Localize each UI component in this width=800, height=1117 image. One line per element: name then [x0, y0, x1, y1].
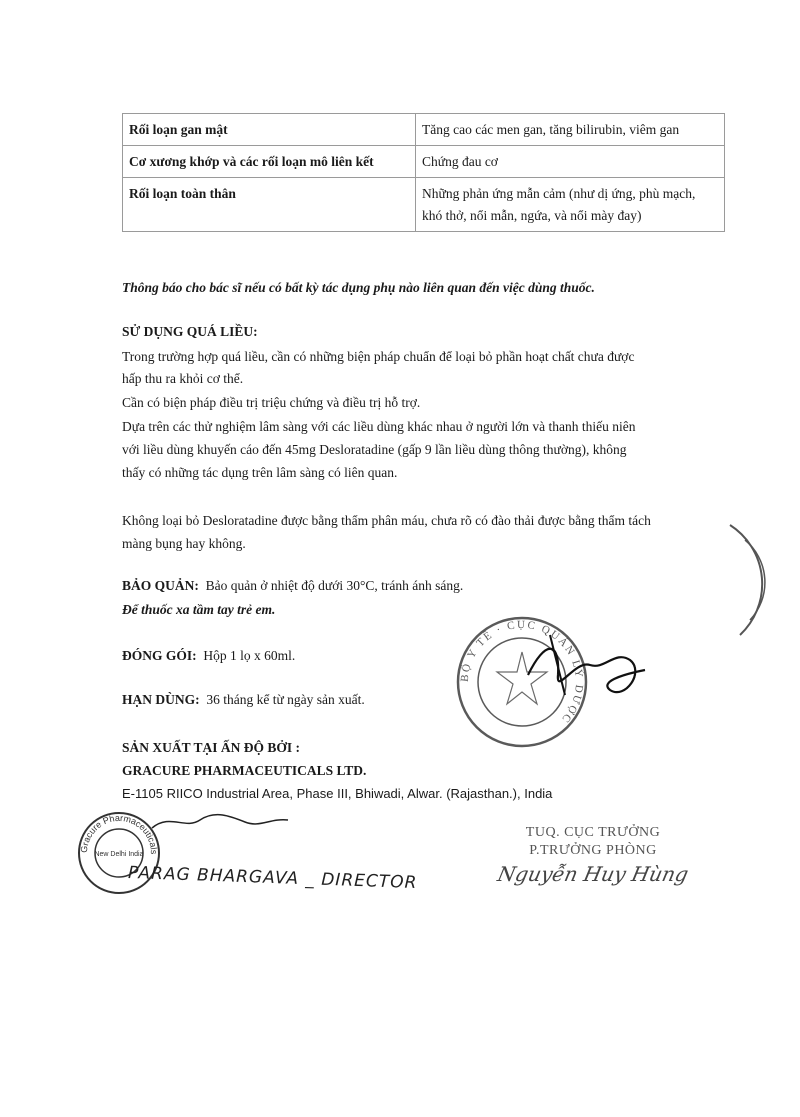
- company-stamp-inner-text: New Delhi India: [94, 851, 144, 858]
- packaging-section: [122, 648, 295, 664]
- overdose-text-line: thấy có những tác dụng trên lâm sàng có liên quan.: [122, 465, 398, 480]
- overdose-text-line: Trong trường hợp quá liều, cần có những biện pháp chuẩn để loại bỏ phần hoạt chất chưa được: [122, 349, 635, 364]
- table-cell-label: Rối loạn gan mật: [123, 114, 416, 146]
- table-cell-value: Tăng cao các men gan, tăng bilirubin, viêm gan: [416, 114, 725, 146]
- overdose-text-line: hấp thu ra khỏi cơ thể.: [122, 371, 244, 386]
- packaging-text: Hộp 1 lọ x 60ml.: [203, 648, 296, 663]
- packaging-label: ĐÓNG GÓI:: [122, 648, 197, 663]
- manufacturer-address: E-1105 RIICO Industrial Area, Phase III, Bhiwadi, Alwar. (Rajasthan.), India: [122, 786, 553, 801]
- table-cell-value: Chứng đau cơ: [416, 146, 725, 178]
- signer-title-1: TUQ. CỤC TRƯỞNG: [525, 825, 661, 840]
- manufacturer-name: GRACURE PHARMACEUTICALS LTD.: [122, 763, 367, 778]
- signer-name: Nguyễn Huy Hùng: [495, 862, 691, 886]
- overdose-text-line: Dựa trên các thử nghiệm lâm sàng với các liều dùng khác nhau ở người lớn và thanh thiếu niên: [122, 419, 636, 434]
- storage-text: Bảo quản ở nhiệt độ dưới 30°C, tránh ánh sáng.: [205, 578, 464, 593]
- keep-away-warning: Để thuốc xa tầm tay trẻ em.: [122, 602, 276, 617]
- table-row: [123, 114, 725, 146]
- official-stamp-text: BỘ Y TẾ · CỤC QUẢN LÝ DƯỢC: [458, 618, 586, 726]
- expiry-section: [122, 692, 365, 708]
- dialysis-text-line: Không loại bỏ Desloratadine được bằng thẩm phân máu, chưa rõ có đào thải được bằng thẩm tách: [122, 513, 651, 528]
- doctor-notice: Thông báo cho bác sĩ nếu có bất kỳ tác dụng phụ nào liên quan đến việc dùng thuốc.: [122, 280, 595, 295]
- storage-label: BẢO QUẢN:: [122, 578, 199, 593]
- table-cell-label: Cơ xương khớp và các rối loạn mô liên kết: [123, 146, 416, 178]
- overdose-heading: SỬ DỤNG QUÁ LIỀU:: [122, 324, 258, 339]
- signer-title-2: P.TRƯỞNG PHÒNG: [529, 843, 657, 858]
- manufacturer-heading: SẢN XUẤT TẠI ẤN ĐỘ BỞI :: [122, 740, 301, 755]
- overdose-text-line: với liều dùng khuyến cáo đến 45mg Desloratadine (gấp 9 lần liều dùng thông thường), không: [122, 442, 627, 457]
- director-signature: PARAG BHARGAVA _ DIRECTOR: [127, 862, 418, 894]
- expiry-text: 36 tháng kể từ ngày sản xuất.: [206, 692, 365, 707]
- table-cell-value: Những phản ứng mẫn cảm (như dị ứng, phù mạch, khó thở, nổi mẫn, ngứa, và nổi mày đay): [416, 178, 725, 232]
- table-row: [123, 178, 725, 232]
- signature-scribble-icon: [150, 808, 290, 838]
- dialysis-text-line: màng bụng hay không.: [122, 536, 246, 551]
- overdose-text-line: Cần có biện pháp điều trị triệu chứng và điều trị hỗ trợ.: [122, 395, 421, 410]
- expiry-label: HẠN DÙNG:: [122, 692, 200, 707]
- table-cell-label: Rối loạn toàn thân: [123, 178, 416, 232]
- storage-section: [122, 578, 463, 594]
- adverse-effects-table: [122, 113, 725, 232]
- company-stamp-outer-text: Gracure Pharmaceuticals: [78, 812, 160, 855]
- partial-stamp-icon: [700, 520, 800, 640]
- official-signature-icon: [520, 620, 650, 710]
- table-row: [123, 146, 725, 178]
